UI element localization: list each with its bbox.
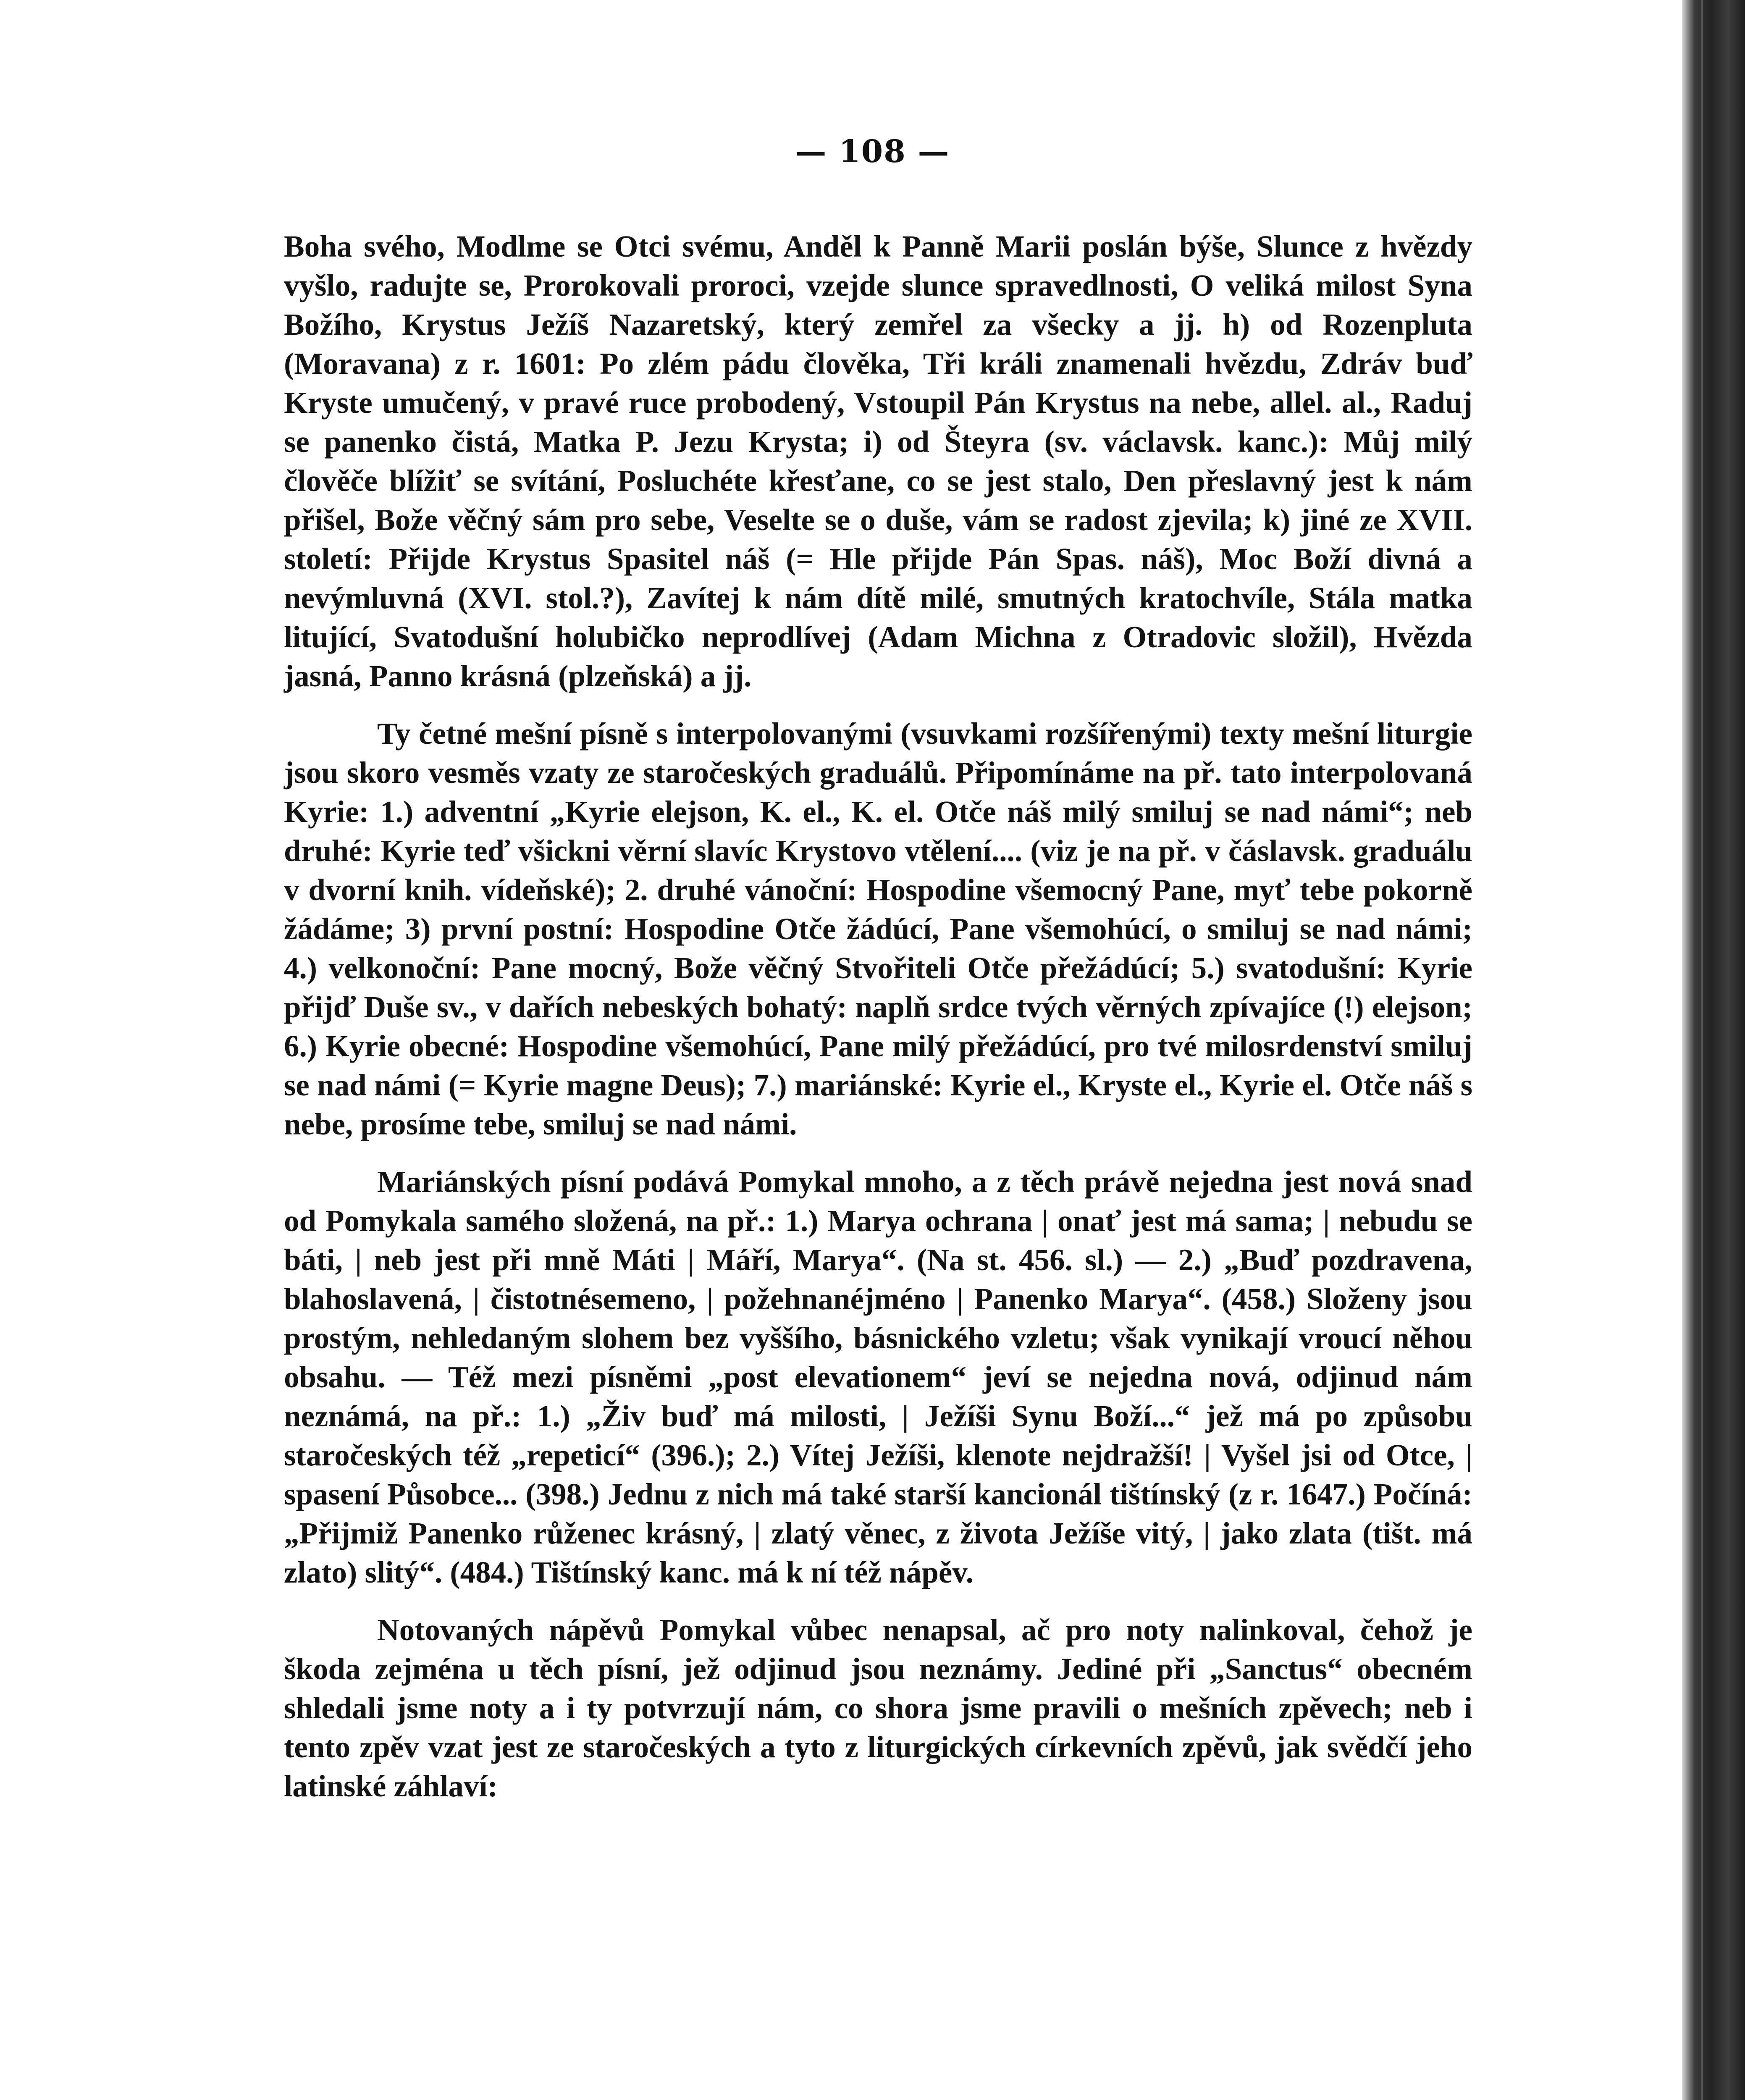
paragraph-notated-melodies: Notovaných nápěvů Pomykal vůbec nenapsal, ač pro noty nalinkoval, čehož je škoda zejména u těch písní, jež odjinud jsou neznámy. Jediné při „Sanctus“ obecném shledali jsme noty a i ty potvrzují nám, co shora jsme pravili o mešních zpěvech; neb i tento zpěv vzat jest ze staročeských a tyto z liturgických církevních zpěvů, jak svědčí jeho latinské záhlaví: xyxy=(284,1613,1472,1803)
page-edge-shadow xyxy=(1682,0,1745,2100)
paragraph-kyrie-interpolations: Ty četné mešní písně s interpolovanými (vsuvkami rozšířenými) texty mešní liturgie jsou skoro vesměs vzaty ze staročeských graduálů. Připomínáme na př. tato interpolovaná Kyrie: 1.) adventní „Kyrie elejson, K. el., K. el. Otče náš milý smiluj se nad námi“; neb druhé: Kyrie teď všicknі věrní slavíc Krystovo vtělení.... (viz je na př. v čáslavsk. graduálu v dvorní knih. vídeňské); 2. druhé vánoční: Hospodine všemocný Pane, myť tebe pokorně žádáme; 3) první postní: Hospodine Otče žádúcí, Pane všemohúcí, o smiluj se nad námi; 4.) velkonoční: Pane mocný, Bože věčný Stvořiteli Otče přežádúcí; 5.) svatodušní: Kyrie přijď Duše sv., v dařích nebeských bohatý: naplň srdce tvých věrných zpívajíce (!) elejson; 6.) Kyrie obecné: Hospodine všemohúcí, Pane milý přežádúcí, pro tvé milosrdenství smiluj se nad námi (= Kyrie magne Deus); 7.) mariánské: Kyrie el., Kryste el., Kyrie el. Otče náš s nebe, prosíme tebe, smiluj se nad námi. xyxy=(284,717,1472,1141)
page-number: — 108 — xyxy=(795,134,950,170)
paragraph-song-list: Boha svého, Modlme se Otci svému, Anděl k Panně Marii poslán býše, Slunce z hvězdy vyšlo, radujte se, Prorokovali proroci, vzejde slunce spravedlnosti, O veliká milost Syna Božího, Krystus Ježíš Nazaretský, který zemřel za všecky a jj. h) od Rozenpluta (Moravana) z r. 1601: Po zlém pádu člověka, Tři králi znamenali hvězdu, Zdráv buď Kryste umučený, v pravé ruce probodený, Vstoupil Pán Krystus na nebe, allel. al., Raduj se panenko čistá, Matka P. Jezu Krysta; i) od Šteyra (sv. václavsk. kanc.): Můj milý člověče blížiť se svítání, Posluchéte křesťane, co se jest stalo, Den přeslavný jest k nám přišel, Bože věčný sám pro sebe, Veselte se o duše, vám se radost zjevila; k) jiné ze XVII. století: Přijde Krystus Spasitel náš (= Hle přijde Pán Spas. náš), Moc Boží divná a nevýmluvná (XVI. stol.?), Zavítej k nám dítě milé, smutných kratochvíle, Stála matka litující, Svatodušní holubičko neprodlívej (Adam Michna z Otradovic složil), Hvězda jasná, Panno krásná (plzeňská) a jj. xyxy=(284,229,1472,693)
page-edge-line xyxy=(1701,0,1703,2100)
paragraph-marian-songs: Mariánských písní podává Pomykal mnoho, a z těch právě nejedna jest nová snad od Pomykala samého složená, na př.: 1.) Marya ochrana | onať jest má sama; | nebudu se báti, | neb jest při mně Máti | Máří, Marya“. (Na st. 456. sl.) — 2.) „Buď pozdravena, blahoslavená, | čistotnésemeno, | požehnanéjméno | Panenko Marya“. (458.) Složeny jsou prostým, nehledaným slohem bez vyššího, básnického vzletu; však vynikají vroucí něhou obsahu. — Též mezi písněmi „post elevationem“ jeví se nejedna nová, odjinud nám neznámá, na př.: 1.) „Živ buď má milosti, | Ježíši Synu Boží...“ jež má po způsobu staročeských též „repeticí“ (396.); 2.) Vítej Ježíši, klenote nejdražší! | Vyšel jsi od Otce, | spasení Působce... (398.) Jednu z nich má také starší kancionál tištínský (z r. 1647.) Počíná: „Přijmiž Panenko růženec krásný, | zlatý věnec, z života Ježíše vitý, | jako zlata (tišt. má zlato) slitý“. (484.) Tištínský kanc. má k ní též nápěv. xyxy=(284,1165,1472,1589)
body-text xyxy=(284,227,1472,1824)
